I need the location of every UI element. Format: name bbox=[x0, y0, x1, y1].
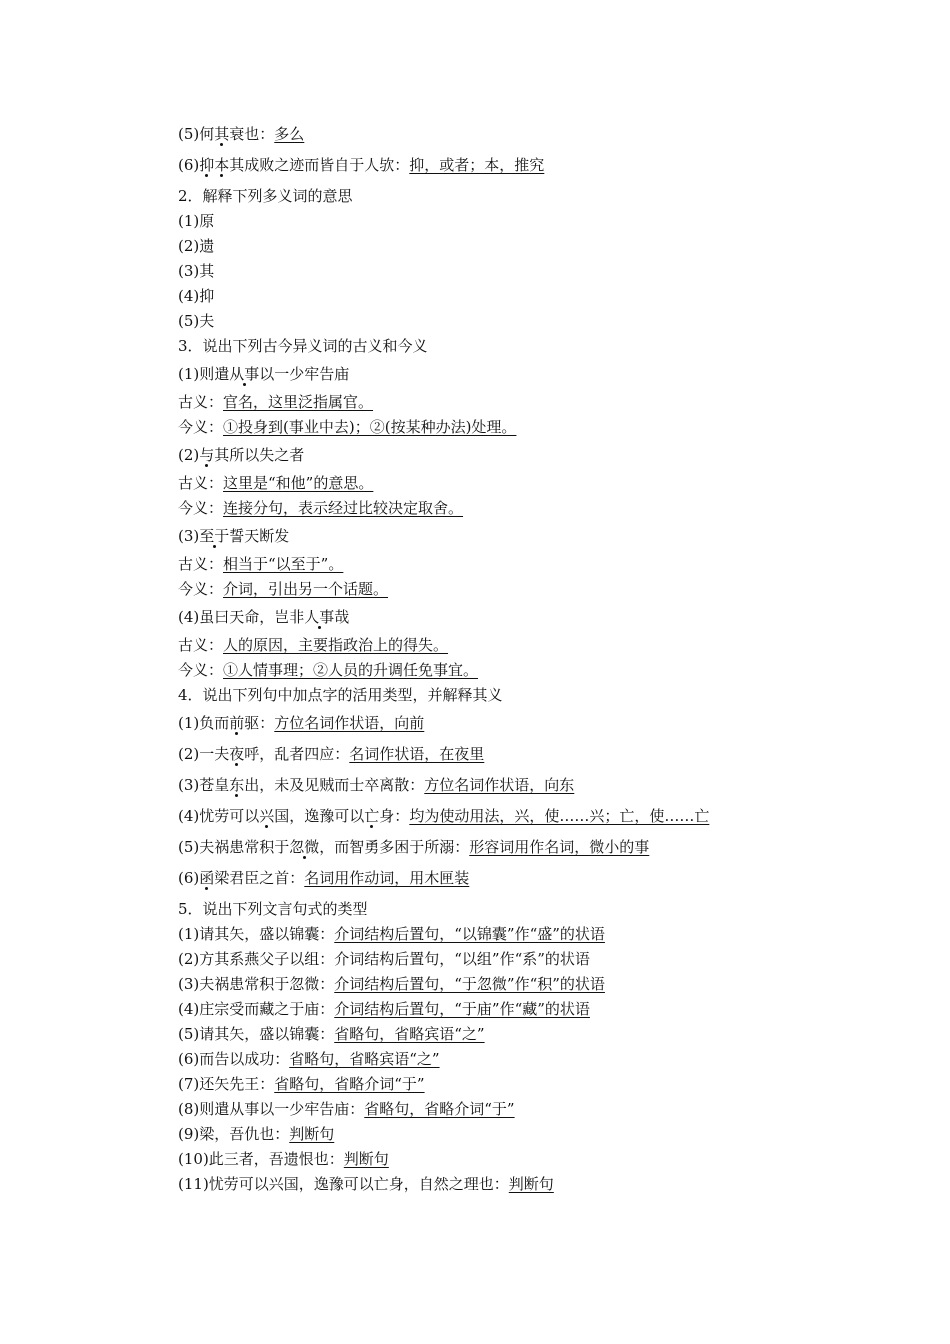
text: (1)则遣 bbox=[178, 365, 230, 383]
text: (6) bbox=[178, 156, 200, 174]
dotted-char: 抑 bbox=[199, 156, 215, 174]
question: (1)请其矢，盛以锦囊： bbox=[178, 925, 335, 943]
s1-line-6 bbox=[178, 150, 878, 181]
answer: 名词作状语，在夜里 bbox=[349, 745, 485, 763]
text: ，而智勇多困于所溺： bbox=[319, 838, 470, 856]
label: 今义： bbox=[178, 499, 224, 517]
answer: 多么 bbox=[274, 125, 305, 143]
dotted-char: 东 bbox=[229, 776, 245, 794]
text: 其所以失之者 bbox=[214, 446, 305, 464]
dotted-char: 至于 bbox=[199, 527, 230, 545]
answer: ①人情事理；②人员的升调任免事宜。 bbox=[223, 661, 479, 679]
dotted-char: 与 bbox=[199, 446, 215, 464]
answer: 方位名词作状语，向前 bbox=[274, 714, 425, 732]
question: (3)夫祸患常积于忽微： bbox=[178, 975, 335, 993]
answer: 介词结构后置句，“于忽微”作“积”的状语 bbox=[334, 975, 605, 993]
s5-item bbox=[178, 1072, 878, 1097]
answer: 省略句，省略介词“于” bbox=[274, 1075, 425, 1093]
label: 古义： bbox=[178, 393, 224, 411]
s5-item bbox=[178, 1022, 878, 1047]
label: 古义： bbox=[178, 636, 224, 654]
question: (11)忧劳可以兴国，逸豫可以亡身，自然之理也： bbox=[178, 1175, 509, 1193]
dotted-char: 本 bbox=[214, 156, 230, 174]
s4-heading: 4．说出下列句中加点字的活用类型，并解释其义 bbox=[178, 686, 503, 704]
text: 出，未及见贼而士卒离散： bbox=[244, 776, 425, 794]
s4-line-6 bbox=[178, 863, 878, 894]
s5-item bbox=[178, 1122, 878, 1147]
s5-heading: 5．说出下列文言句式的类型 bbox=[178, 900, 368, 918]
label: 今义： bbox=[178, 418, 224, 436]
s3-jin-3 bbox=[178, 577, 878, 602]
text: (4)虽曰天命，岂非 bbox=[178, 608, 305, 626]
question: (7)还矢先王： bbox=[178, 1075, 275, 1093]
answer: 判断句 bbox=[343, 1150, 389, 1168]
dotted-char: 兴 bbox=[259, 807, 275, 825]
text: (1)负而 bbox=[178, 714, 230, 732]
answer: 判断句 bbox=[508, 1175, 554, 1193]
s5-item bbox=[178, 1147, 878, 1172]
text: 国，逸豫可以 bbox=[274, 807, 365, 825]
text: (5)夫祸患常积于 bbox=[178, 838, 290, 856]
dotted-char: 其 bbox=[214, 125, 230, 143]
s2-item: (4)抑 bbox=[178, 287, 215, 305]
s4-line-3 bbox=[178, 770, 878, 801]
text: (4)忧劳可以 bbox=[178, 807, 260, 825]
s3-heading: 3．说出下列古今异义词的古义和今义 bbox=[178, 337, 428, 355]
dotted-char: 人事 bbox=[304, 608, 335, 626]
s3-jin-2 bbox=[178, 496, 878, 521]
text: 身： bbox=[379, 807, 410, 825]
s5-item bbox=[178, 947, 878, 972]
answer: 省略句，省略介词“于” bbox=[364, 1100, 515, 1118]
s4-line-5 bbox=[178, 832, 878, 863]
answer: 介词，引出另一个话题。 bbox=[223, 580, 389, 598]
text: (5)何 bbox=[178, 125, 215, 143]
answer: 形容词用作名词，微小的事 bbox=[469, 838, 650, 856]
question: (10)此三者，吾遗恨也： bbox=[178, 1150, 344, 1168]
answer: 介词结构后置句，“以锦囊”作“盛”的状语 bbox=[334, 925, 605, 943]
s3-item-2 bbox=[178, 440, 878, 471]
s2-item: (2)遗 bbox=[178, 237, 215, 255]
answer: 介词结构后置句，“于庙”作“藏”的状语 bbox=[334, 1000, 590, 1018]
text: (2)一夫 bbox=[178, 745, 230, 763]
answer: 省略句，省略宾语“之” bbox=[334, 1025, 485, 1043]
s3-jin-1 bbox=[178, 415, 878, 440]
question: (2)方其系燕父子以组： bbox=[178, 950, 335, 968]
answer: 人的原因，主要指政治上的得失。 bbox=[223, 636, 449, 654]
s1-line-5 bbox=[178, 119, 878, 150]
question: (5)请其矢，盛以锦囊： bbox=[178, 1025, 335, 1043]
s3-item-1 bbox=[178, 359, 878, 390]
answer: 连接分句，表示经过比较决定取舍。 bbox=[223, 499, 464, 517]
text: 驱： bbox=[244, 714, 275, 732]
s5-item bbox=[178, 922, 878, 947]
s2-heading: 2．解释下列多义词的意思 bbox=[178, 187, 353, 205]
answer: 名词用作动词，用木匣装 bbox=[304, 869, 470, 887]
dotted-char: 亡 bbox=[364, 807, 380, 825]
dotted-char: 函 bbox=[199, 869, 215, 887]
label: 今义： bbox=[178, 661, 224, 679]
document-page bbox=[178, 119, 878, 1197]
label: 古义： bbox=[178, 555, 224, 573]
dotted-char: 忽微 bbox=[289, 838, 320, 856]
s5-item bbox=[178, 972, 878, 997]
s3-gu-3 bbox=[178, 552, 878, 577]
s3-gu-1 bbox=[178, 390, 878, 415]
s3-gu-4 bbox=[178, 633, 878, 658]
s3-jin-4 bbox=[178, 658, 878, 683]
s5-item bbox=[178, 1172, 878, 1197]
answer: 省略句，省略宾语“之” bbox=[289, 1050, 440, 1068]
s5-item bbox=[178, 1047, 878, 1072]
text: (3) bbox=[178, 527, 200, 545]
text: (2) bbox=[178, 446, 200, 464]
text: (3)苍皇 bbox=[178, 776, 230, 794]
s4-line-4 bbox=[178, 801, 878, 832]
s3-item-4 bbox=[178, 602, 878, 633]
answer: 抑，或者；本，推究 bbox=[409, 156, 545, 174]
question: (6)而告以成功： bbox=[178, 1050, 290, 1068]
answer: ①投身到(事业中去)；②(按某种办法)处理。 bbox=[223, 418, 517, 436]
s2-item: (5)夫 bbox=[178, 312, 215, 330]
dotted-char: 前 bbox=[229, 714, 245, 732]
dotted-char: 从事 bbox=[229, 365, 260, 383]
answer: 介词结构后置句，“以组”作“系”的状语 bbox=[334, 950, 590, 968]
answer: 判断句 bbox=[289, 1125, 335, 1143]
s3-item-3 bbox=[178, 521, 878, 552]
answer: 相当于“以至于”。 bbox=[223, 555, 344, 573]
question: (4)庄宗受而藏之于庙： bbox=[178, 1000, 335, 1018]
s4-line-1 bbox=[178, 708, 878, 739]
s3-gu-2 bbox=[178, 471, 878, 496]
answer: 均为使动用法，兴，使……兴；亡，使……亡 bbox=[409, 807, 710, 825]
dotted-char: 夜 bbox=[229, 745, 245, 763]
question: (8)则遣从事以一少牢告庙： bbox=[178, 1100, 365, 1118]
text: 梁君臣之首： bbox=[214, 869, 305, 887]
label: 古义： bbox=[178, 474, 224, 492]
text: (6) bbox=[178, 869, 200, 887]
text: 呼，乱者四应： bbox=[244, 745, 350, 763]
text: 衰也： bbox=[229, 125, 275, 143]
label: 今义： bbox=[178, 580, 224, 598]
answer: 官名，这里泛指属官。 bbox=[223, 393, 374, 411]
answer: 方位名词作状语，向东 bbox=[424, 776, 575, 794]
answer: 这里是“和他”的意思。 bbox=[223, 474, 374, 492]
question: (9)梁，吾仇也： bbox=[178, 1125, 290, 1143]
s2-item: (1)原 bbox=[178, 212, 215, 230]
text: 誓天断发 bbox=[229, 527, 290, 545]
s5-item bbox=[178, 1097, 878, 1122]
s5-item bbox=[178, 997, 878, 1022]
text: 以一少牢告庙 bbox=[259, 365, 350, 383]
s4-line-2 bbox=[178, 739, 878, 770]
s2-item: (3)其 bbox=[178, 262, 215, 280]
text: 哉 bbox=[334, 608, 350, 626]
text: 其成败之迹而皆自于人欤： bbox=[229, 156, 410, 174]
